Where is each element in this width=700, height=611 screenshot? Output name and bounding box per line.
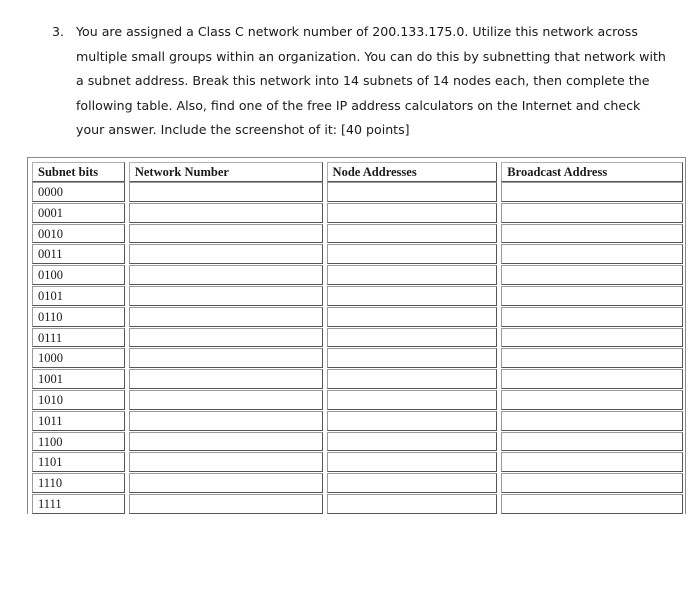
table-row	[28, 472, 685, 493]
node-addresses-cell[interactable]	[327, 244, 498, 264]
subnet-bits-cell: 1000	[32, 348, 125, 368]
node-addresses-cell[interactable]	[327, 369, 498, 389]
table-row	[28, 368, 685, 389]
table-row	[28, 347, 685, 368]
node-addresses-cell[interactable]	[327, 286, 498, 306]
node-addresses-cell[interactable]	[327, 432, 498, 452]
subnet-bits-cell: 1111	[32, 494, 125, 514]
broadcast-address-cell[interactable]	[501, 432, 683, 452]
broadcast-address-cell[interactable]	[501, 369, 683, 389]
question-text	[76, 20, 682, 143]
node-addresses-cell[interactable]	[327, 411, 498, 431]
broadcast-address-cell[interactable]	[501, 411, 683, 431]
network-number-cell[interactable]	[129, 265, 323, 285]
header-node-addresses: Node Addresses	[327, 162, 498, 182]
table-row	[28, 410, 685, 431]
subnet-bits-cell: 0000	[32, 182, 125, 202]
node-addresses-cell[interactable]	[327, 473, 498, 493]
broadcast-address-cell[interactable]	[501, 348, 683, 368]
question-line: You are assigned a Class C network number of 200.133.175.0. Utilize this network across	[76, 24, 638, 39]
network-number-cell[interactable]	[129, 307, 323, 327]
network-number-cell[interactable]	[129, 224, 323, 244]
network-number-cell[interactable]	[129, 182, 323, 202]
network-number-cell[interactable]	[129, 390, 323, 410]
table-row	[28, 327, 685, 348]
subnet-table	[27, 157, 686, 514]
question-line: following table. Also, find one of the free IP address calculators on the Internet and check	[76, 97, 641, 113]
network-number-cell[interactable]	[129, 203, 323, 223]
table-row	[28, 181, 685, 202]
node-addresses-cell[interactable]	[327, 265, 498, 285]
node-addresses-cell[interactable]	[327, 224, 498, 244]
table-row	[28, 493, 685, 514]
question-line: a subnet address. Break this network into 14 subnets of 14 nodes each, then complete the	[76, 73, 650, 89]
node-addresses-cell[interactable]	[327, 307, 498, 327]
node-addresses-cell[interactable]	[327, 494, 498, 514]
subnet-bits-cell: 0100	[32, 265, 125, 285]
node-addresses-cell[interactable]	[327, 182, 498, 202]
broadcast-address-cell[interactable]	[501, 494, 683, 514]
header-network-number: Network Number	[129, 162, 323, 182]
question-line: your answer. Include the screenshot of it: [40 points]	[76, 122, 410, 138]
table-row	[28, 389, 685, 410]
table-header-row	[28, 158, 685, 181]
subnet-bits-cell: 1001	[32, 369, 125, 389]
subnet-bits-cell: 0010	[32, 224, 125, 244]
table-row	[28, 431, 685, 452]
broadcast-address-cell[interactable]	[501, 328, 683, 348]
subnet-bits-cell: 1100	[32, 432, 125, 452]
network-number-cell[interactable]	[129, 328, 323, 348]
subnet-bits-cell: 1011	[32, 411, 125, 431]
question-number: 3.	[52, 24, 65, 39]
table-body	[28, 181, 685, 514]
node-addresses-cell[interactable]	[327, 328, 498, 348]
header-broadcast-address: Broadcast Address	[501, 162, 683, 182]
broadcast-address-cell[interactable]	[501, 265, 683, 285]
broadcast-address-cell[interactable]	[501, 286, 683, 306]
subnet-bits-cell: 0111	[32, 328, 125, 348]
table-row	[28, 285, 685, 306]
subnet-bits-cell: 0101	[32, 286, 125, 306]
broadcast-address-cell[interactable]	[501, 182, 683, 202]
subnet-bits-cell: 1101	[32, 452, 125, 472]
node-addresses-cell[interactable]	[327, 452, 498, 472]
table-row	[28, 264, 685, 285]
subnet-bits-cell: 0001	[32, 203, 125, 223]
broadcast-address-cell[interactable]	[501, 224, 683, 244]
question-line: multiple small groups within an organization. You can do this by subnetting that network with	[76, 48, 666, 64]
header-subnet-bits: Subnet bits	[32, 162, 125, 182]
network-number-cell[interactable]	[129, 244, 323, 264]
network-number-cell[interactable]	[129, 286, 323, 306]
table-row	[28, 223, 685, 244]
table-row	[28, 451, 685, 472]
table-row	[28, 243, 685, 264]
network-number-cell[interactable]	[129, 369, 323, 389]
broadcast-address-cell[interactable]	[501, 203, 683, 223]
table-row	[28, 202, 685, 223]
broadcast-address-cell[interactable]	[501, 473, 683, 493]
broadcast-address-cell[interactable]	[501, 307, 683, 327]
network-number-cell[interactable]	[129, 432, 323, 452]
subnet-bits-cell: 0110	[32, 307, 125, 327]
subnet-bits-cell: 1110	[32, 473, 125, 493]
network-number-cell[interactable]	[129, 452, 323, 472]
node-addresses-cell[interactable]	[327, 203, 498, 223]
subnet-bits-cell: 1010	[32, 390, 125, 410]
network-number-cell[interactable]	[129, 473, 323, 493]
network-number-cell[interactable]	[129, 494, 323, 514]
node-addresses-cell[interactable]	[327, 390, 498, 410]
broadcast-address-cell[interactable]	[501, 452, 683, 472]
network-number-cell[interactable]	[129, 411, 323, 431]
table-row	[28, 306, 685, 327]
question-block	[52, 20, 682, 143]
network-number-cell[interactable]	[129, 348, 323, 368]
node-addresses-cell[interactable]	[327, 348, 498, 368]
broadcast-address-cell[interactable]	[501, 244, 683, 264]
broadcast-address-cell[interactable]	[501, 390, 683, 410]
subnet-bits-cell: 0011	[32, 244, 125, 264]
